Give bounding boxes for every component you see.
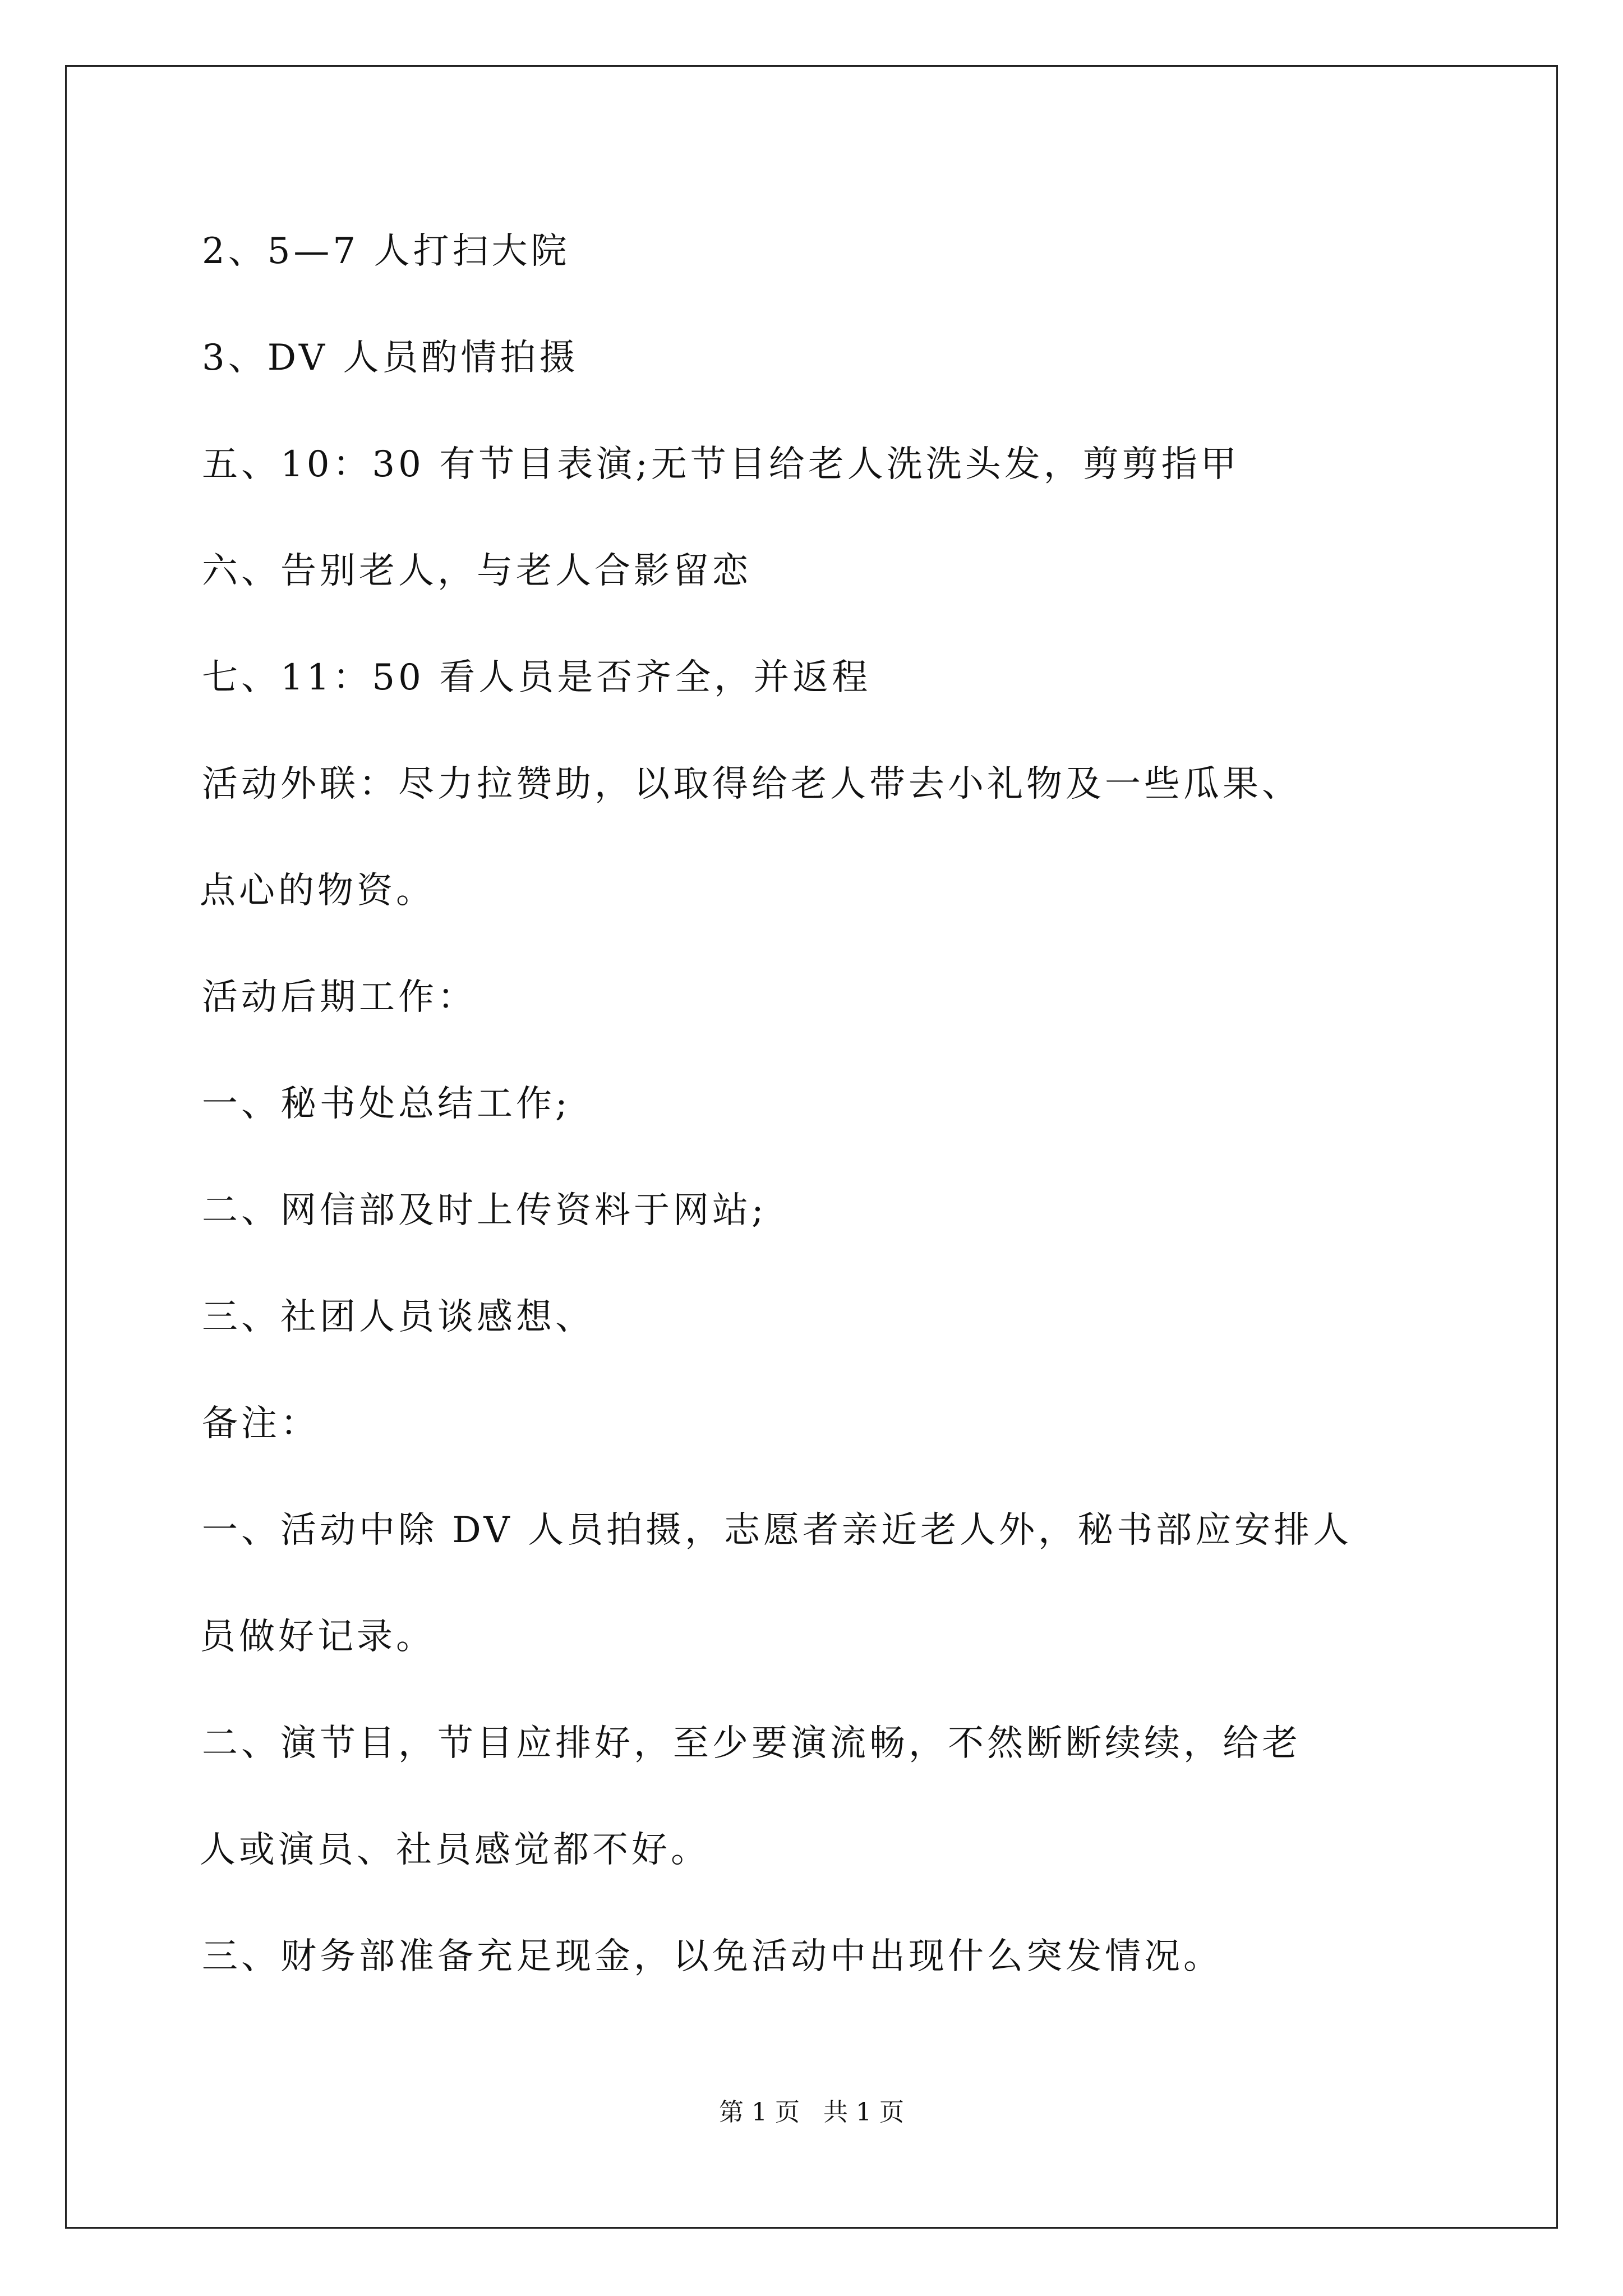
text-line: 备注：	[202, 1403, 320, 1444]
text-line: 二、演节目，节目应排好，至少要演流畅，不然断断续续，给老	[202, 1723, 1301, 1764]
text-line: 点心的物资。	[200, 870, 435, 912]
text-line: 三、社团人员谈感想、	[202, 1296, 594, 1338]
text-line: 一、秘书处总结工作;	[202, 1083, 571, 1125]
text-line: 三、财务部准备充足现金，以免活动中出现什么突发情况。	[202, 1936, 1223, 1977]
text-line: 七、11：50 看人员是否齐全，并返程	[202, 657, 872, 698]
text-line: 3、DV 人员酌情拍摄	[202, 337, 579, 379]
text-line: 2、5—7 人打扫大院	[202, 231, 570, 272]
text-line: 一、活动中除 DV 人员拍摄，志愿者亲近老人外，秘书部应安排人	[202, 1510, 1353, 1551]
page-footer: 第 1 页 共 1 页	[719, 2098, 904, 2127]
text-line: 六、告别老人，与老人合影留恋	[202, 550, 751, 592]
text-line: 活动后期工作：	[202, 977, 477, 1018]
text-line: 二、网信部及时上传资料于网站;	[202, 1190, 767, 1231]
page-border	[65, 65, 1558, 2229]
text-line: 人或演员、社员感觉都不好。	[200, 1829, 710, 1871]
text-line: 活动外联：尽力拉赞助，以取得给老人带去小礼物及一些瓜果、	[202, 763, 1301, 805]
text-line: 员做好记录。	[200, 1616, 435, 1658]
text-line: 五、10：30 有节目表演;无节目给老人洗洗头发，剪剪指甲	[202, 444, 1240, 485]
